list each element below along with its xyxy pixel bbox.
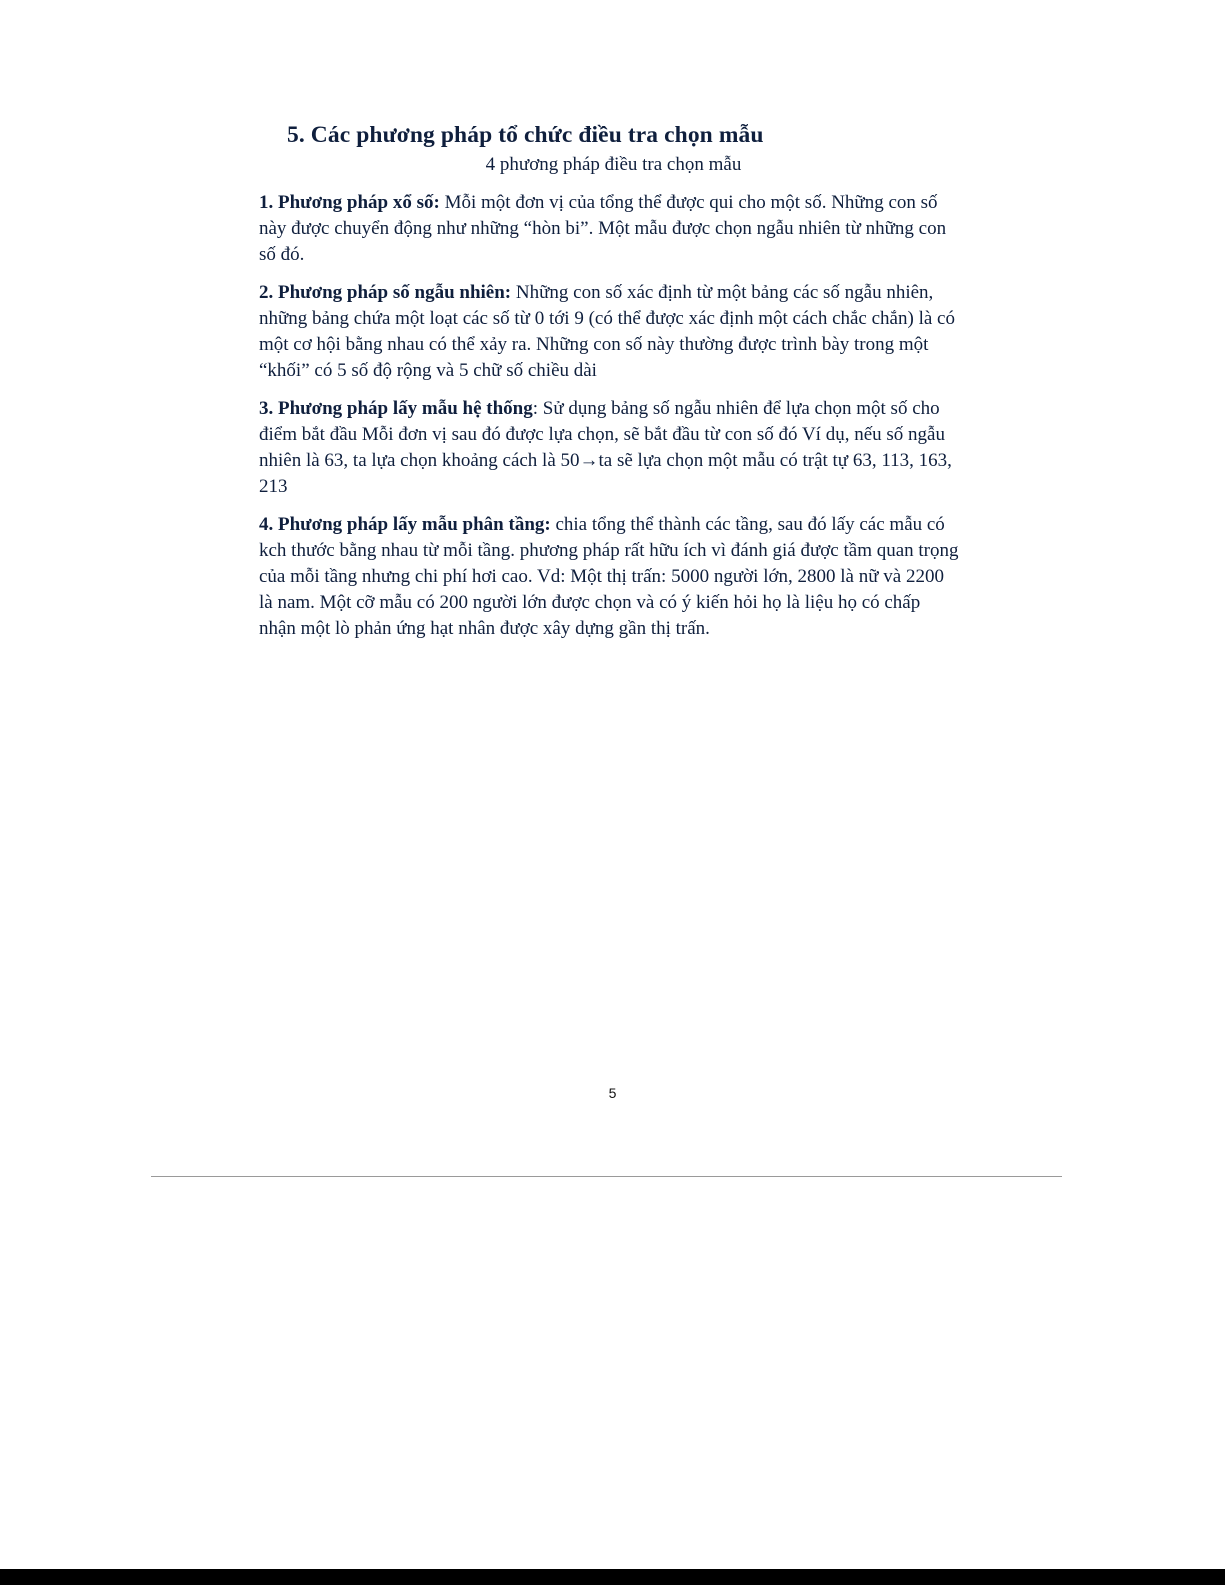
paragraph-lead: 4. Phương pháp lấy mẫu phân tầng: — [259, 514, 551, 535]
paragraph-random-number-method — [259, 280, 959, 384]
page-divider — [151, 1176, 1062, 1177]
section-subheading: 4 phương pháp điều tra chọn mẫu — [485, 154, 742, 175]
paragraph-text: Những con số xác định từ một bảng các số ngẫu nhiên, những bảng chứa một loạt các số từ 0 tới 9 (có thể được xác định một cách chắc chắn) là có một cơ hội bằng nhau có thể xảy ra. Những con số này thường được trình bày trong một “khối” có 5 số độ rộng và 5 chữ số chiều dài — [259, 282, 955, 381]
page-number: 5 — [608, 1085, 617, 1101]
paragraph-systematic-sampling — [259, 396, 959, 500]
paragraph-lead: 2. Phương pháp số ngẫu nhiên: — [259, 282, 512, 303]
paragraph-lead: 3. Phương pháp lấy mẫu hệ thống — [259, 398, 533, 419]
paragraph-lottery-method — [259, 190, 959, 268]
paragraph-text: chia tổng thể thành các tầng, sau đó lấy các mẫu có kch thước bằng nhau từ mỗi tầng. phương pháp rất hữu ích vì đánh giá được tầm quan trọng của mỗi tầng nhưng chi phí hơi cao. Vd: Một thị trấn: 5000 người lớn, 2800 là nữ và 2200 là nam. Một cỡ mẫu có 200 người lớn được chọn và có ý kiến hỏi họ là liệu họ có chấp nhận một lò phản ứng hạt nhân được xây dựng gần thị trấn. — [259, 514, 959, 639]
paragraph-text: Mỗi một đơn vị của tổng thể được qui cho một số. Những con số này được chuyển động như những “hòn bi”. Một mẫu được chọn ngẫu nhiên từ những con số đó. — [259, 192, 947, 265]
bottom-edge-bar — [0, 1569, 1225, 1585]
section-heading: 5. Các phương pháp tổ chức điều tra chọn mẫu — [287, 122, 764, 148]
body-text — [259, 190, 959, 654]
paragraph-text: : Sử dụng bảng số ngẫu nhiên để lựa chọn một số cho điểm bắt đầu Mỗi đơn vị sau đó được lựa chọn, sẽ bắt đầu từ con số đó Ví dụ, nếu số ngẫu nhiên là 63, ta lựa chọn khoảng cách là 50→ta sẽ lựa chọn một mẫu có trật tự 63, 113, 163, 213 — [259, 398, 952, 497]
paragraph-lead: 1. Phương pháp xổ số: — [259, 192, 440, 213]
paragraph-stratified-sampling — [259, 512, 959, 642]
